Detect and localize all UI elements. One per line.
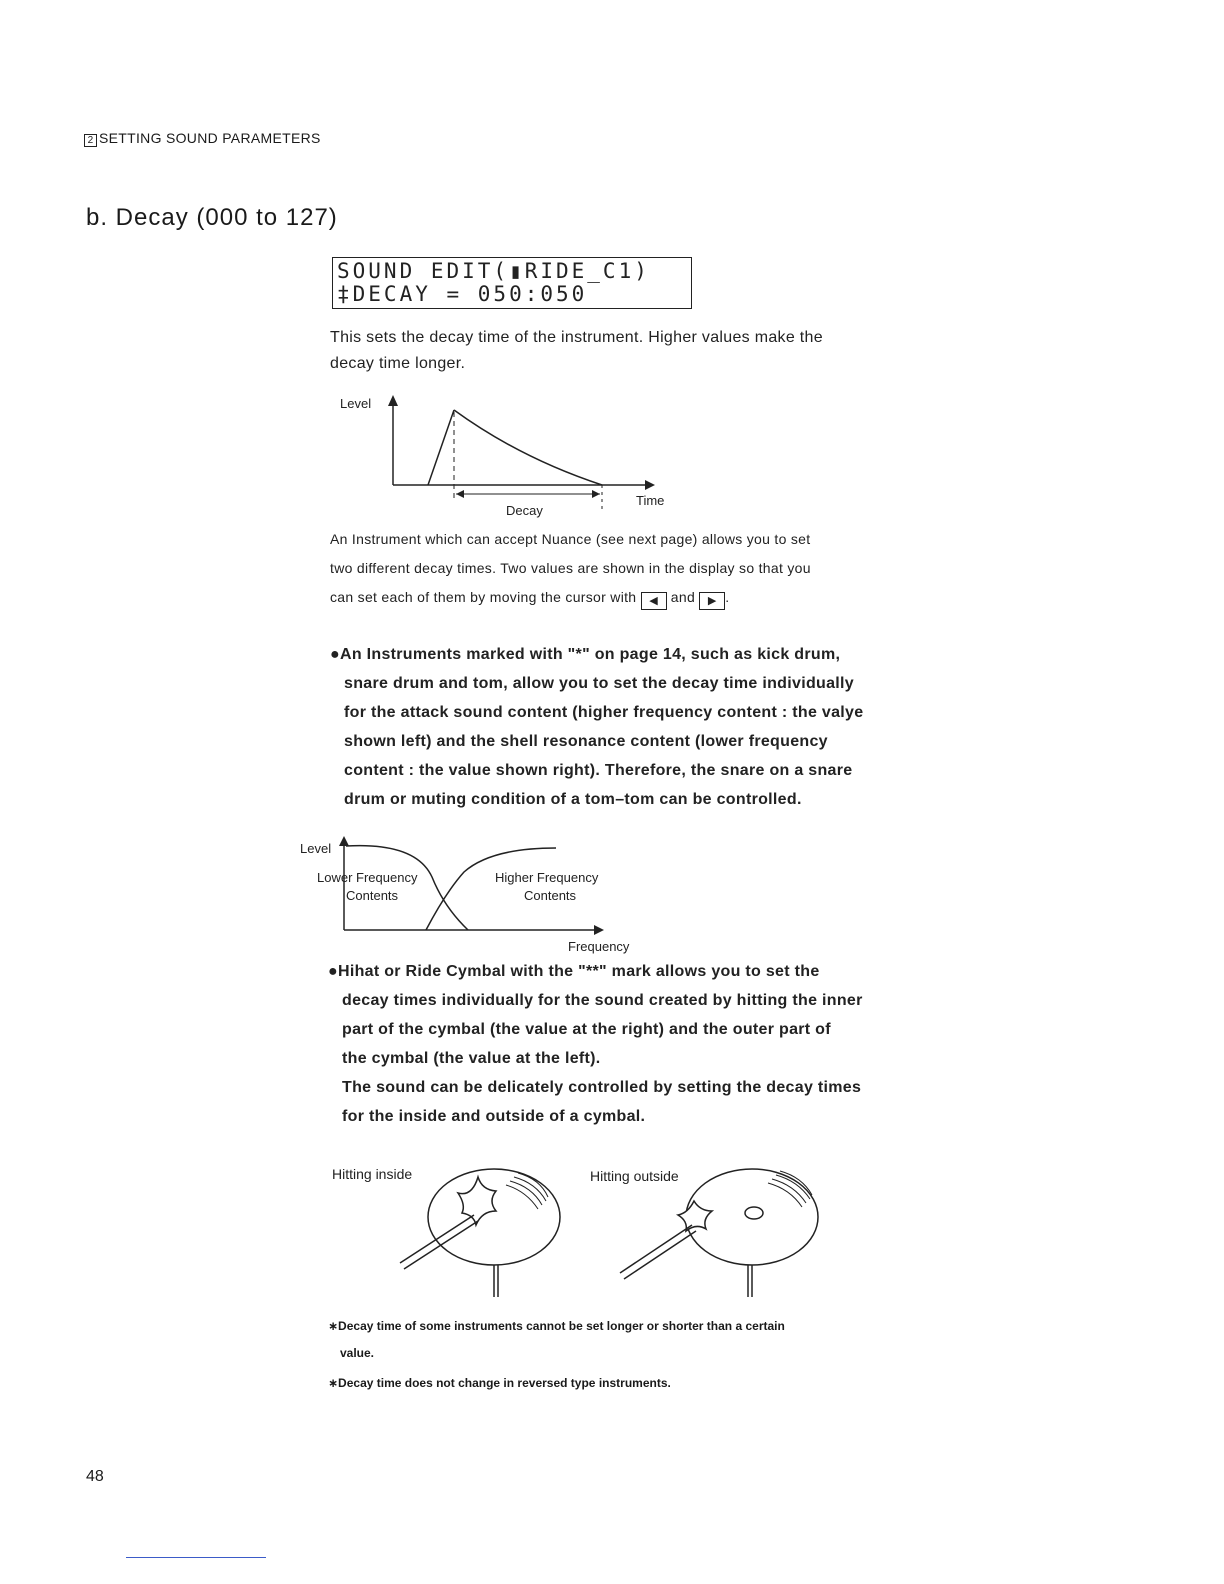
bullet1-line-3: for the attack sound content (higher frequency content : the valye: [344, 704, 864, 721]
diagram2-xlabel: Frequency: [568, 939, 630, 954]
nuance-line-1: An Instrument which can accept Nuance (see next page) allows you to set: [330, 531, 811, 547]
page-number: 48: [86, 1468, 104, 1485]
hitting-inside-label: Hitting inside: [332, 1166, 413, 1182]
footnote-1: [328, 1313, 968, 1367]
section-header-text: SETTING SOUND PARAMETERS: [99, 130, 321, 146]
level-axis-2-arrow: [339, 836, 349, 846]
time-axis-arrow: [645, 480, 655, 490]
lcd-line-2: ‡DECAY = 050:050: [337, 282, 588, 306]
hitting-outside-label: Hitting outside: [590, 1168, 679, 1184]
bullet-cymbal: [328, 957, 968, 1131]
decay-curve: [454, 410, 602, 485]
cymbal-illustration: [328, 1155, 848, 1305]
bullet1-line-6: drum or muting condition of a tom–tom can be controlled.: [344, 791, 802, 808]
nuance-line-3c: .: [725, 589, 730, 605]
nuance-line-3b: and: [670, 589, 696, 605]
decay-span-label: Decay: [506, 503, 543, 518]
cymbal-inside: [400, 1169, 560, 1297]
decay-span-arrow-left: [456, 490, 464, 498]
nuance-paragraph: [330, 525, 970, 612]
bullet2-line-1: ●Hihat or Ride Cymbal with the "**" mark allows you to set the: [328, 963, 820, 980]
section-number: 2: [84, 134, 97, 147]
bullet2-line-5: The sound can be delicately controlled by setting the decay times: [342, 1079, 862, 1096]
nuance-line-3a: can set each of them by moving the cursor with: [330, 589, 637, 605]
nuance-line-3: [330, 583, 970, 612]
frequency-axis-arrow: [594, 925, 604, 935]
diagram2-ylabel: Level: [300, 841, 332, 856]
attack-line: [428, 410, 454, 485]
bullet2-line-6: for the inside and outside of a cymbal.: [342, 1108, 646, 1125]
high-frequency-label-1: Higher Frequency: [495, 870, 599, 885]
bullet1-line-5: content : the value shown right). Therefore, the snare on a snare: [344, 762, 853, 779]
section-title: b. Decay (000 to 127): [86, 204, 338, 231]
intro-line-2: decay time longer.: [330, 355, 466, 372]
cursor-left-key: ◀: [641, 592, 667, 610]
bottom-rule: [126, 1557, 266, 1558]
footnote-1-line-1: ∗Decay time of some instruments cannot be set longer or shorter than a certain: [328, 1319, 785, 1333]
lcd-display: [332, 257, 692, 309]
footnote-2: ∗Decay time does not change in reversed type instruments.: [328, 1376, 671, 1390]
decay-envelope-diagram: [330, 390, 690, 525]
bullet2-line-3: part of the cymbal (the value at the right) and the outer part of: [342, 1021, 831, 1038]
low-frequency-label-1: Lower Frequency: [317, 870, 418, 885]
bullet2-line-2: decay times individually for the sound created by hitting the inner: [342, 992, 863, 1009]
diagram1-ylabel: Level: [340, 396, 372, 411]
diagram1-xlabel: Time: [636, 493, 665, 508]
footnote-1-line-2: value.: [340, 1346, 375, 1360]
low-frequency-label-2: Contents: [346, 888, 399, 903]
bullet-attack-shell: [330, 640, 970, 814]
level-axis-arrow: [388, 395, 398, 406]
bullet2-line-4: the cymbal (the value at the left).: [342, 1050, 601, 1067]
bullet1-line-2: snare drum and tom, allow you to set the decay time individually: [344, 675, 854, 692]
high-frequency-label-2: Contents: [524, 888, 577, 903]
intro-line-1: This sets the decay time of the instrument. Higher values make the: [330, 329, 823, 346]
decay-span-arrow-right: [592, 490, 600, 498]
cursor-right-key: ▶: [699, 592, 725, 610]
bullet1-line-4: shown left) and the shell resonance content (lower frequency: [344, 733, 828, 750]
section-header: [84, 130, 321, 147]
lcd-line-1: SOUND EDIT(▮RIDE_C1): [337, 259, 650, 283]
cymbal-outside: [620, 1169, 818, 1297]
nuance-line-2: two different decay times. Two values are shown in the display so that you: [330, 560, 811, 576]
bullet1-line-1: ●An Instruments marked with "*" on page 14, such as kick drum,: [330, 646, 841, 663]
frequency-content-diagram: [296, 832, 656, 957]
intro-paragraph: [330, 325, 970, 377]
